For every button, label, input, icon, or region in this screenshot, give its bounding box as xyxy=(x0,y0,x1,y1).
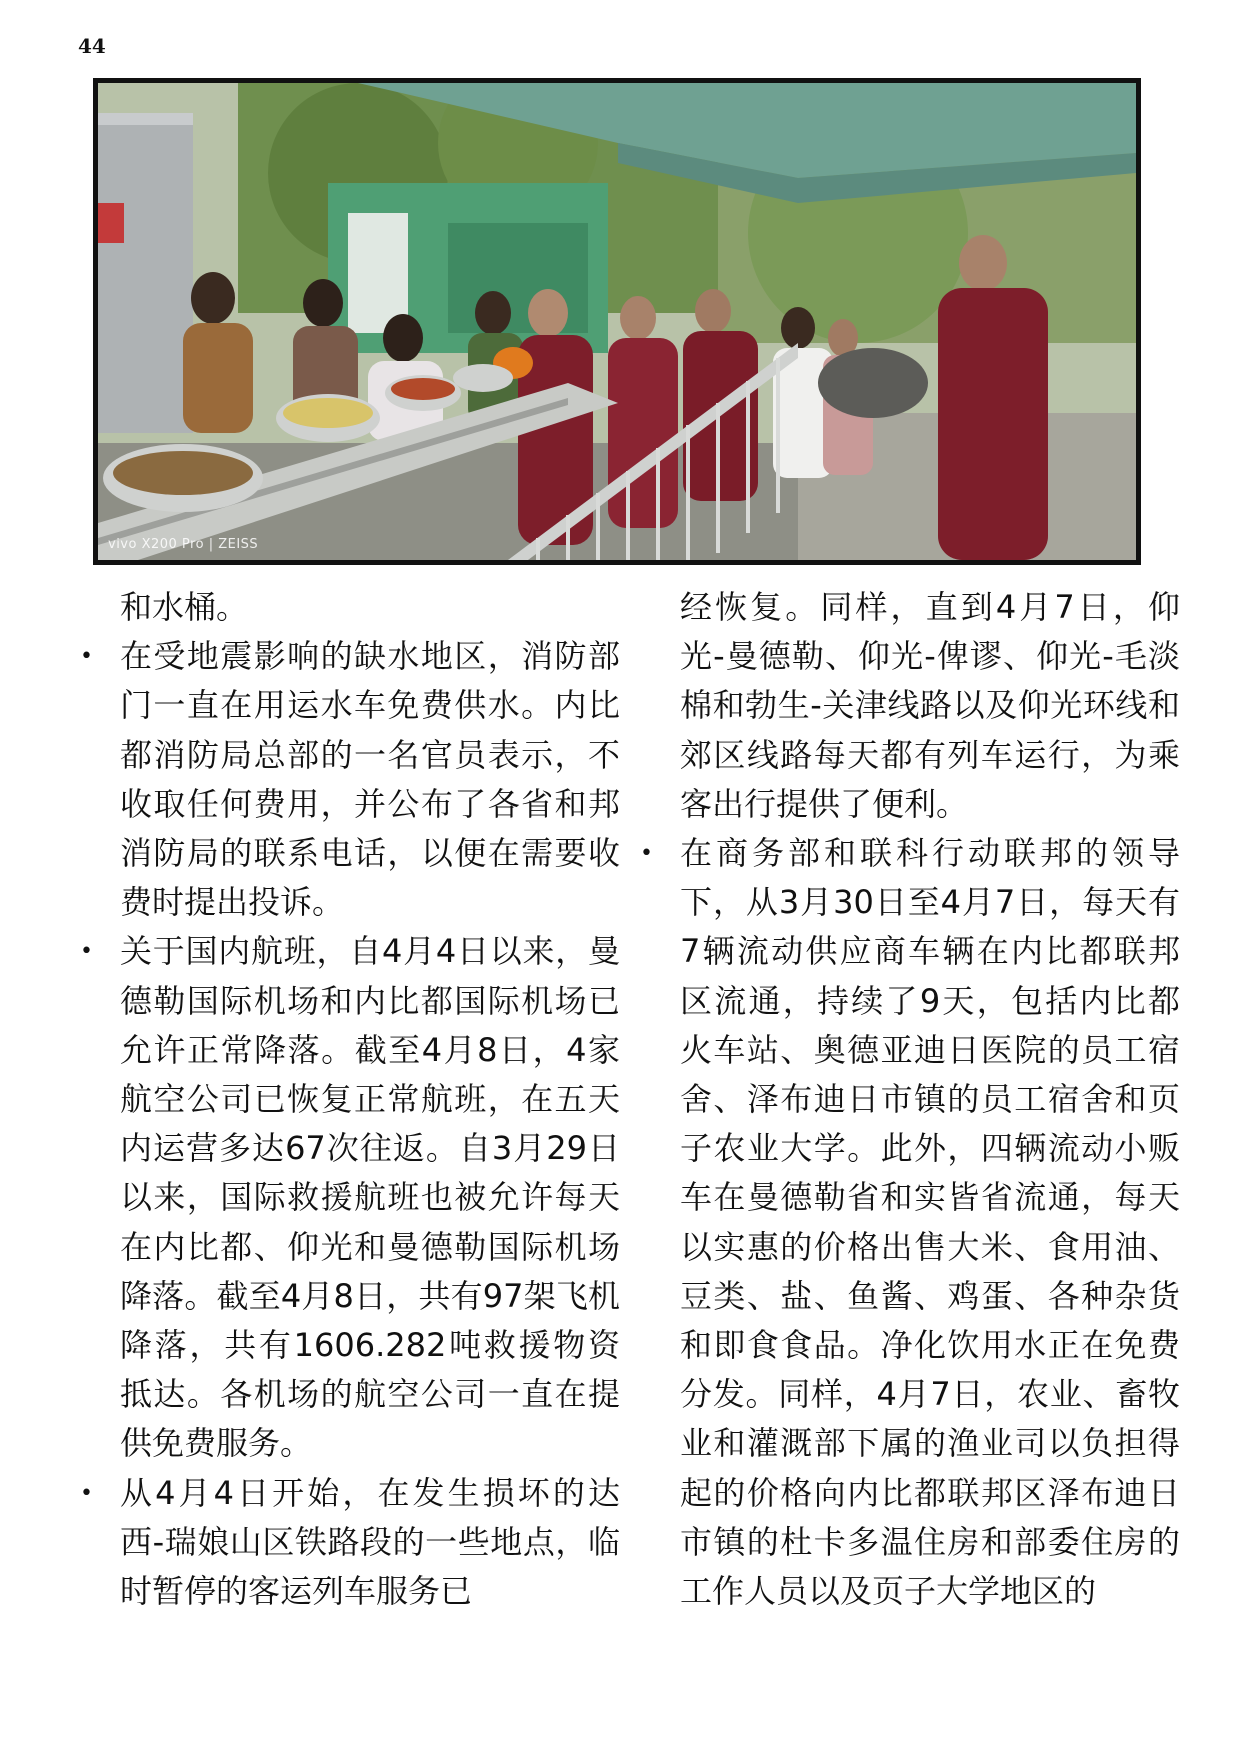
bullet-icon: • xyxy=(80,1480,93,1506)
list-item xyxy=(80,1469,620,1617)
photo-illustration xyxy=(98,83,1136,560)
bullet-list xyxy=(80,632,620,1616)
right-column xyxy=(640,583,1180,1616)
relief-photo xyxy=(93,78,1141,565)
list-item-text: 关于国内航班，自4月4日以来，曼德勒国际机场和内比都国际机场已允许正常降落。截至4月8日，4家航空公司已恢复正常航班，在五天内运营多达67次往返。自3月29日以来，国际救援航班也被允许每天在内比都、仰光和曼德勒国际机场降落。截至4月8日，共有97架飞机降落，共有1606.282吨救援物资抵达。各机场的航空公司一直在提供免费服务。 xyxy=(120,932,620,1463)
bullet-icon: • xyxy=(80,939,93,965)
camera-watermark: vivo X200 Pro | ZEISS xyxy=(108,537,259,552)
page-number: 44 xyxy=(78,34,106,58)
list-item-text: 在商务部和联科行动联邦的领导下，从3月30日至4月7日，每天有7辆流动供应商车辆在内比都联邦区流通，持续了9天，包括内比都火车站、奥德亚迪日医院的员工宿舍、泽布迪日市镇的员工宿舍和页子农业大学。此外，四辆流动小贩车在曼德勒省和实皆省流通，每天以实惠的价格出售大米、食用油、豆类、盐、鱼酱、鸡蛋、各种杂货和即食食品。净化饮用水正在免费分发。同样，4月7日，农业、畜牧业和灌溉部下属的渔业司以负担得起的价格向内比都联邦区泽布迪日市镇的杜卡多温住房和部委住房的工作人员以及页子大学地区的 xyxy=(680,834,1180,1611)
list-item-text: 在受地震影响的缺水地区，消防部门一直在用运水车免费供水。内比都消防局总部的一名官员表示，不收取任何费用，并公布了各省和邦消防局的联系电话，以便在需要收费时提出投诉。 xyxy=(120,637,620,922)
continued-paragraph: 和水桶。 xyxy=(120,588,249,626)
bullet-icon: • xyxy=(640,841,653,867)
bullet-icon: • xyxy=(80,644,93,670)
bullet-list xyxy=(640,829,1180,1616)
continued-paragraph: 经恢复。同样，直到4月7日，仰光-曼德勒、仰光-俾谬、仰光-毛淡棉和勃生-关津线路以及仰光环线和郊区线路每天都有列车运行，为乘客出行提供了便利。 xyxy=(680,588,1180,823)
list-item-text: 从4月4日开始，在发生损坏的达西-瑞娘山区铁路段的一些地点，临时暂停的客运列车服务已 xyxy=(120,1473,620,1611)
list-item xyxy=(80,632,620,927)
left-column xyxy=(80,583,620,1616)
list-item xyxy=(80,927,620,1468)
list-item xyxy=(640,829,1180,1616)
